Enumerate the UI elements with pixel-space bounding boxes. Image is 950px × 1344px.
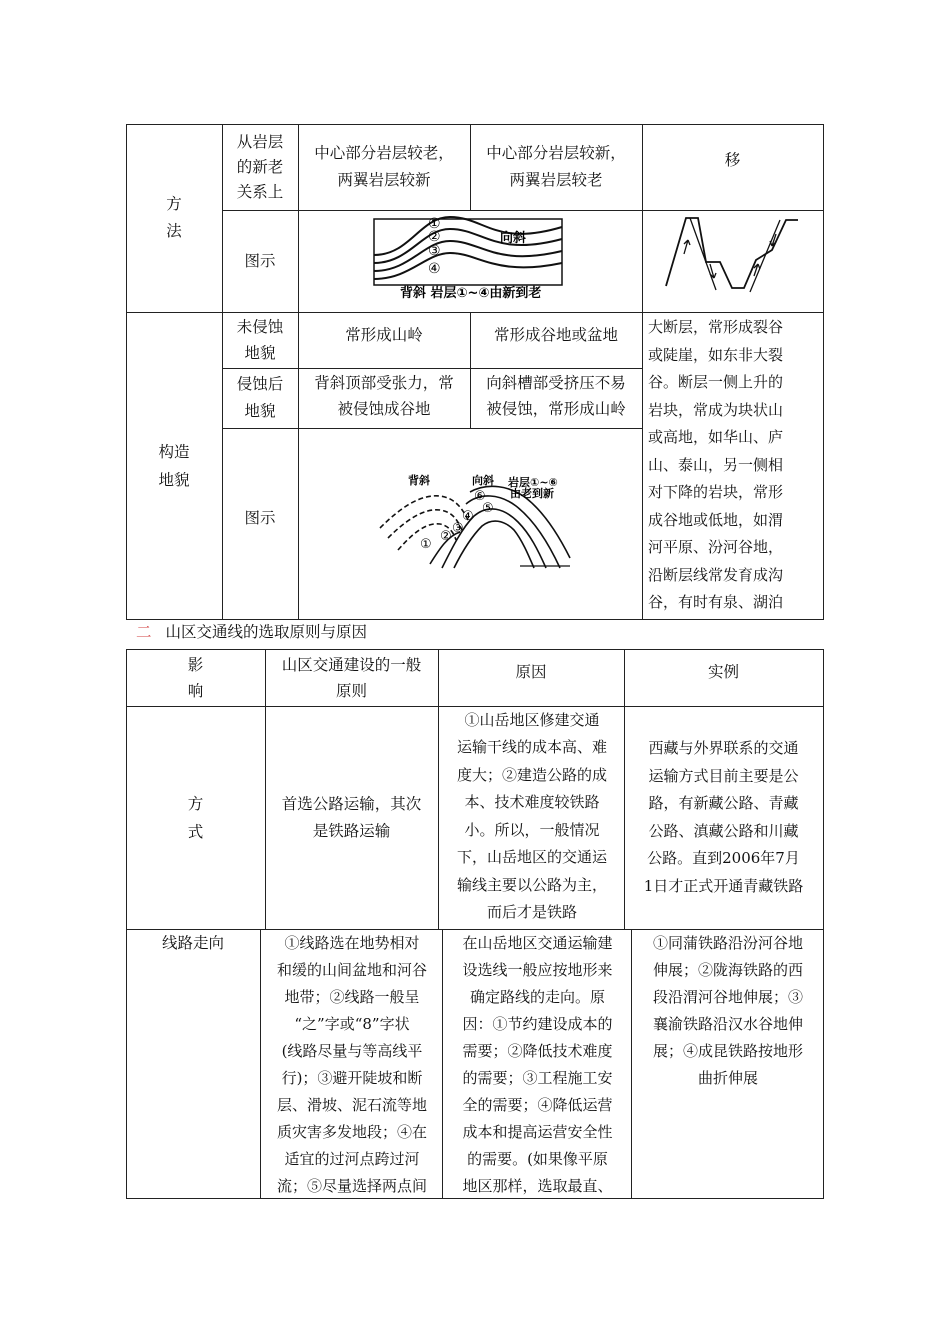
route-example: ①同蒲铁路沿汾河谷地 伸展；②陇海铁路的西 段沿渭河谷地伸展；③ 襄渝铁路沿汉水谷地伸 展；④成昆铁路按地形 曲折伸展 bbox=[652, 934, 803, 1087]
fault-diagram bbox=[660, 214, 800, 296]
route-reason: 在山岳地区交通运输建 设选线一般应按地形来 确定路线的走向。原 因：①节约建设成本的 需要；②降低技术难度 的需要；③工程施工安 全的需要；④降低运营 成本和提高运营安全性 的需要。(如果像平原 地区那样，选取最直、 bbox=[462, 934, 613, 1195]
fault-age-text: 移 bbox=[724, 150, 741, 169]
table-border-line bbox=[823, 649, 824, 1199]
eroded-syncline: 向斜槽部受挤压不易 被侵蚀，常形成山岭 bbox=[486, 374, 626, 418]
route-principle: ①线路选在地势相对 和缓的山间盆地和河谷 地带；②线路一般呈 “之”字或“8”字状 (线路尽量与等高线平 行)；③避开陡坡和断 层、滑坡、泥石流等地 质灾害多发地段；④在 适宜的过河点跨过河 流；⑤尽量选择两点间 bbox=[276, 934, 427, 1195]
landform-caption: 由老到新 bbox=[510, 487, 554, 500]
landform-figure-header: 图示 bbox=[244, 508, 276, 527]
layer-label: ① bbox=[420, 537, 432, 552]
table-border-line bbox=[823, 124, 824, 620]
anticline-age-text: 中心部分岩层较老， 两翼岩层较新 bbox=[314, 144, 454, 189]
mode-example: 西藏与外界联系的交通 运输方式目前主要是公 路，有新藏公路、青藏 公路、滇藏公路和川藏 公路。直到2006年7月 1日才正式开通青藏铁路 bbox=[643, 739, 804, 895]
table-border-line bbox=[442, 929, 443, 1199]
fold-diagram bbox=[370, 211, 570, 301]
header-principle: 山区交通建设的一般 原则 bbox=[281, 655, 422, 700]
table-border-line bbox=[642, 124, 643, 620]
landform-caption: 岩层①~⑥ bbox=[508, 476, 558, 489]
fault-landform-text: 大断层，常形成裂谷 或陡崖，如东非大裂 谷。断层一侧上升的 岩块，常成为块状山 或高地，如华山、庐 山、泰山，另一侧相 对下降的岩块，常形 成谷地或低地，如渭 河平原、汾河谷地， 沿断层线常发育成沟 谷，有时有泉、湖泊 bbox=[648, 318, 784, 611]
syncline-label: 向斜 bbox=[500, 231, 527, 246]
uneroded-anticline: 常形成山岭 bbox=[345, 325, 423, 344]
table-border-line bbox=[260, 929, 261, 1199]
eroded-anticline: 背斜顶部受张力，常 被侵蚀成谷地 bbox=[314, 374, 454, 418]
figure-header: 图示 bbox=[244, 251, 276, 270]
layer-label: ② bbox=[440, 529, 452, 544]
layer-label: ③ bbox=[428, 243, 441, 259]
route-label: 线路走向 bbox=[161, 934, 224, 952]
landform-label: 构造 地貌 bbox=[158, 442, 190, 489]
layer-label: ④ bbox=[462, 509, 474, 524]
header-example: 实例 bbox=[707, 662, 739, 681]
layer-label: ④ bbox=[428, 261, 441, 277]
section-number: 二 bbox=[136, 623, 152, 641]
layer-label: ① bbox=[428, 216, 441, 232]
eroded-header: 侵蚀后 地貌 bbox=[236, 375, 284, 420]
mode-principle: 首选公路运输，其次 是铁路运输 bbox=[281, 794, 422, 840]
header-reason: 原因 bbox=[515, 662, 547, 681]
landform-diagram bbox=[370, 468, 580, 578]
section-title: 山区交通线的选取原则与原因 bbox=[165, 623, 368, 641]
layer-label: ⑤ bbox=[482, 501, 494, 516]
uneroded-header: 未侵蚀 地貌 bbox=[236, 318, 284, 362]
age-relation-header: 从岩层 的新老 关系上 bbox=[236, 132, 284, 201]
anticline-label: 背斜 bbox=[408, 474, 430, 487]
method-label: 方 法 bbox=[166, 195, 182, 240]
layer-label: ② bbox=[428, 229, 441, 245]
table-border-line bbox=[631, 929, 632, 1199]
section-heading bbox=[136, 620, 367, 642]
fold-caption: 背斜 岩层①~④由新到老 bbox=[400, 286, 542, 301]
layer-label: ③ bbox=[452, 521, 464, 536]
syncline-label: 向斜 bbox=[472, 474, 494, 487]
header-influence: 影 响 bbox=[187, 655, 204, 700]
mode-reason: ①山岳地区修建交通 运输干线的成本高、难 度大；②建造公路的成 本、技术难度较铁路 小。所以，一般情况 下，山岳地区的交通运 输线主要以公路为主， 而后才是铁路 bbox=[456, 710, 607, 921]
syncline-age-text: 中心部分岩层较新， 两翼岩层较老 bbox=[486, 144, 626, 189]
mode-label: 方 式 bbox=[187, 794, 204, 841]
uneroded-syncline: 常形成谷地或盆地 bbox=[493, 325, 618, 344]
table-border-line bbox=[126, 1198, 823, 1199]
layer-label: ⑥ bbox=[474, 489, 486, 504]
